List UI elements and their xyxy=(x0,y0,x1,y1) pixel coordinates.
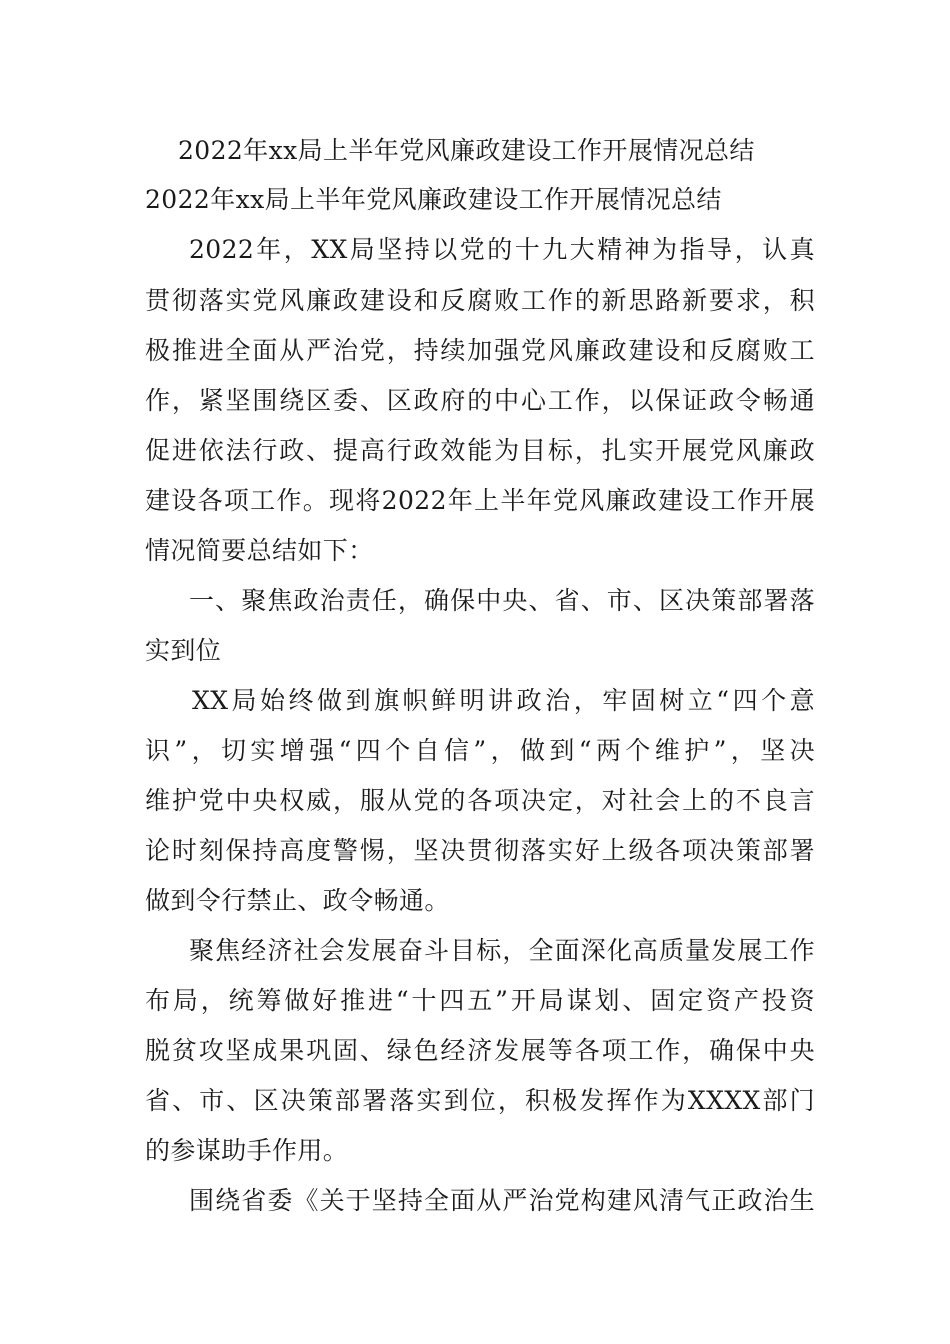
body-line: 促进依法行政、提高行政效能为目标，扎实开展党风廉政 xyxy=(145,436,815,465)
body-line: 贯彻落实党风廉政建设和反腐败工作的新思路新要求，积 xyxy=(145,286,815,315)
body-line: 省、市、区决策部署落实到位，积极发挥作为XXXX部门 xyxy=(145,1086,815,1115)
section-heading: 一、聚焦政治责任，确保中央、省、市、区决策部署落 xyxy=(189,586,815,615)
body-line: 的参谋助手作用。 xyxy=(145,1136,349,1165)
body-line: 极推进全面从严治党，持续加强党风廉政建设和反腐败工 xyxy=(145,336,815,365)
body-line: 论时刻保持高度警惕，坚决贯彻落实好上级各项决策部署 xyxy=(145,836,815,865)
body-line: 脱贫攻坚成果巩固、绿色经济发展等各项工作，确保中央 xyxy=(145,1036,815,1065)
body-line: 做到令行禁止、政令畅通。 xyxy=(145,886,450,915)
body-line: 作，紧坚围绕区委、区政府的中心工作，以保证政令畅通 xyxy=(145,386,815,415)
body-line: 围绕省委《关于坚持全面从严治党构建风清气正政治生 xyxy=(189,1186,815,1215)
body-line: 布局，统筹做好推进“十四五”开局谋划、固定资产投资 xyxy=(145,986,815,1015)
document-subtitle: 2022年xx局上半年党风廉政建设工作开展情况总结 xyxy=(145,185,722,214)
body-line: XX局始终做到旗帜鲜明讲政治，牢固树立“四个意 xyxy=(192,686,815,715)
body-line: 情况简要总结如下： xyxy=(145,536,374,565)
document-title: 2022年xx局上半年党风廉政建设工作开展情况总结 xyxy=(178,136,755,165)
body-line: 建设各项工作。现将2022年上半年党风廉政建设工作开展 xyxy=(145,486,815,515)
body-line: 聚焦经济社会发展奋斗目标，全面深化高质量发展工作 xyxy=(189,936,815,965)
body-line: 2022年，XX局坚持以党的十九大精神为指导，认真 xyxy=(189,235,815,264)
body-line: 维护党中央权威，服从党的各项决定，对社会上的不良言 xyxy=(145,786,815,815)
section-heading-continued: 实到位 xyxy=(145,636,222,665)
body-line: 识”，切实增强“四个自信”，做到“两个维护”，坚决 xyxy=(145,736,815,765)
